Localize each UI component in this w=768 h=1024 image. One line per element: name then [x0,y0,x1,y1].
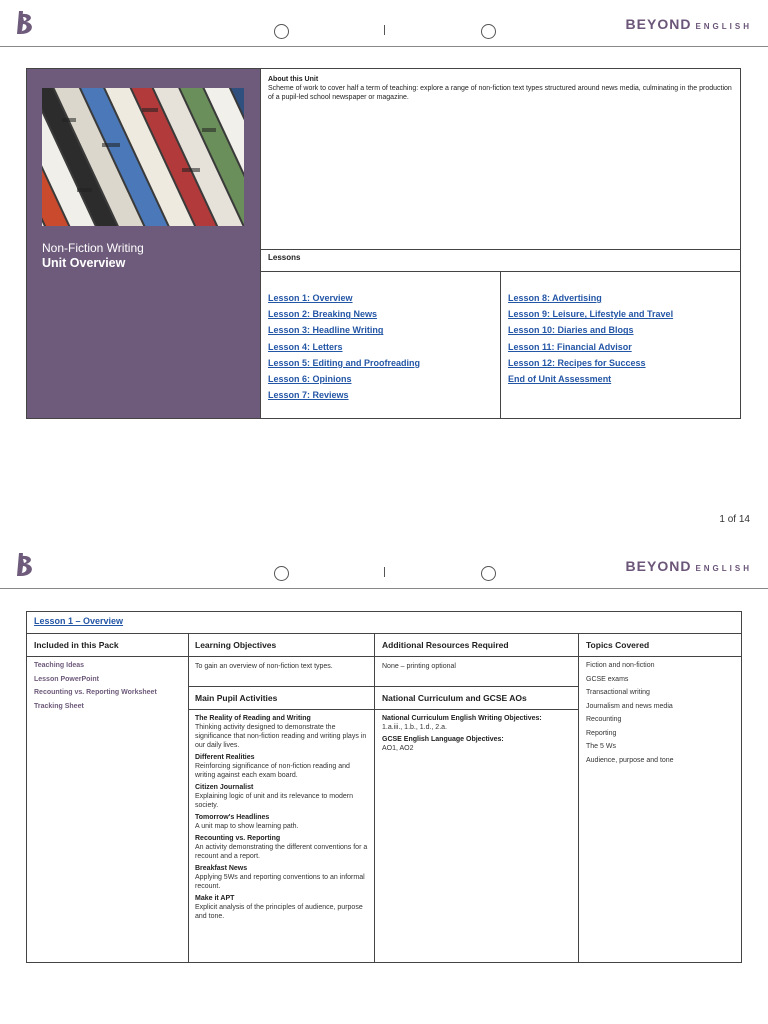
topic-item: Reporting [586,729,617,737]
gcse-heading: GCSE English Language Objectives: [382,736,504,743]
activity-description: Reinforcing significance of non-fiction reading and writing against each exam board. [195,763,350,779]
newspapers-image [42,88,244,226]
lesson-link[interactable]: Lesson 12: Recipes for Success [508,357,646,368]
topic-item: Recounting [586,716,622,723]
lesson-link[interactable]: Lesson 3: Headline Writing [268,325,384,336]
topic-item: Transactional writing [586,689,650,696]
about-section [260,69,740,249]
lesson-link[interactable]: Lesson 9: Leisure, Lifestyle and Travel [508,309,674,320]
nav-circle-right[interactable] [481,566,496,581]
lesson-link[interactable]: Lesson 10: Diaries and Blogs [508,325,634,336]
activity-description: Explaining logic of unit and its relevance to modern society. [195,793,353,809]
topic-item: Journalism and news media [586,702,673,710]
activities-list [195,711,369,921]
activity-description: Applying 5Ws and reporting conventions to an informal recount. [195,874,365,890]
col-header-pack: Included in this Pack [34,640,119,650]
row-divider [27,656,741,657]
page1-header [0,0,768,47]
nav-divider [384,567,385,577]
topic-item: GCSE exams [586,675,629,683]
topic-item: The 5 Ws [586,743,616,750]
activity-description: An activity demonstrating the different conventions for a recount and a report. [195,844,368,860]
lessons-list-left [260,272,500,418]
activity-title: Breakfast News [195,865,248,872]
about-heading: About this Unit [268,76,319,83]
brand-name: BEYOND [625,558,692,574]
col-header-topics: Topics Covered [586,640,650,650]
newspapers-photo-icon [42,88,244,226]
unit-sidebar [27,69,260,418]
gcse-text: AO1, AO2 [382,745,414,752]
topic-item: Audience, purpose and tone [586,756,674,764]
pack-list [34,659,184,713]
row-divider [188,709,578,710]
lesson-link[interactable]: Lesson 2: Breaking News [268,309,378,320]
col-header-objectives: Learning Objectives [195,640,277,650]
topics-list [586,659,736,767]
learning-objective: To gain an overview of non-fiction text types. [195,663,333,670]
activity-description: A unit map to show learning path. [195,823,299,830]
activities-heading: Main Pupil Activities [195,693,278,703]
brand-logo [626,14,752,33]
pack-item-link[interactable]: Lesson PowerPoint [34,675,99,683]
brand-logo [626,556,752,575]
activity-title: Recounting vs. Reporting [195,835,281,842]
nc-heading: National Curriculum English Writing Objectives: [382,715,542,722]
activity-title: Tomorrow's Headlines [195,814,270,821]
lesson1-table [26,611,742,963]
activity-title: Citizen Journalist [195,784,254,791]
b-logo-icon [14,552,36,578]
nav-circle-left[interactable] [274,566,289,581]
lessons-list-right [500,272,740,418]
lesson-title-row [27,612,741,634]
activity-title: Make it APT [195,895,235,902]
col-divider [374,634,375,962]
col-header-resources: Additional Resources Required [382,640,509,650]
topic-item: Fiction and non-fiction [586,662,655,669]
b-logo-icon [14,10,36,36]
lesson-link[interactable]: Lesson 6: Opinions [268,374,352,385]
lesson-link[interactable]: Lesson 7: Reviews [268,390,349,401]
activity-title: The Reality of Reading and Writing [195,715,311,722]
resources-required: None – printing optional [382,663,456,670]
brand-name: BEYOND [625,16,692,32]
lesson-title-link[interactable]: Lesson 1 – Overview [34,616,124,626]
activity-description: Explicit analysis of the principles of audience, purpose and tone. [195,904,363,920]
nav-divider [384,25,385,35]
nc-text: 1.a.iii., 1.b., 1.d., 2.a. [382,724,447,731]
brand-sub: ENGLISH [695,22,752,31]
aos-heading: National Curriculum and GCSE AOs [382,693,527,703]
aos-block [382,714,574,753]
lesson-link[interactable]: Lesson 4: Letters [268,341,343,352]
row-divider [188,686,578,687]
pack-item-link[interactable]: Teaching Ideas [34,662,85,669]
lesson-link[interactable]: Lesson 1: Overview [268,293,353,303]
lesson-link[interactable]: Lesson 5: Editing and Proofreading [268,357,421,368]
col-divider [578,634,579,962]
pack-item-link[interactable]: Tracking Sheet [34,702,84,710]
col-divider [188,634,189,962]
page-number: 1 of 14 [719,514,750,525]
nav-circle-left[interactable] [274,24,289,39]
unit-overview-box [26,68,741,419]
brand-sub: ENGLISH [695,564,752,573]
lesson-link[interactable]: End of Unit Assessment [508,374,612,385]
unit-title: Unit Overview [42,256,126,270]
lessons-heading: Lessons [260,249,740,272]
about-text: Scheme of work to cover half a term of teaching: explore a range of non-fiction text types structured around news media, culminating in the production of a pupil-led school newspaper or magazine. [268,85,732,101]
activity-description: Thinking activity designed to demonstrate the significance that non-fiction reading and writing plays in our daily lives. [195,724,367,749]
activity-title: Different Realities [195,754,255,761]
pack-item-link[interactable]: Recounting vs. Reporting Worksheet [34,689,157,697]
lesson-link[interactable]: Lesson 11: Financial Advisor [508,341,632,352]
page2-header [0,542,768,589]
lesson-link[interactable]: Lesson 8: Advertising [508,293,602,303]
unit-subtitle: Non-Fiction Writing [42,241,144,255]
nav-circle-right[interactable] [481,24,496,39]
